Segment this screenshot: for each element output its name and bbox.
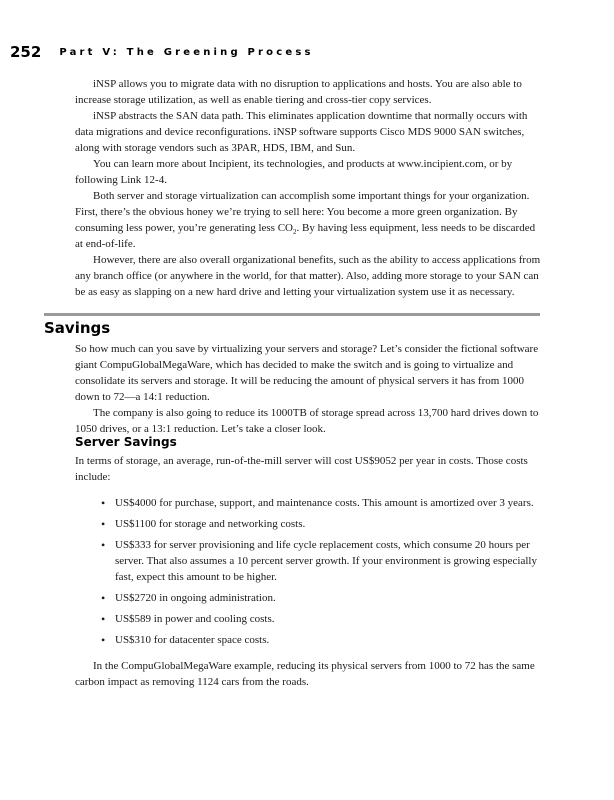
paragraph: However, there are also overall organizational benefits, such as the ability to access applications from any branch office (or anywhere in the world, for that matter). Also, adding more storage to your SAN can be as easy as slapping on a new hard drive and letting your virtualization system use it as necessary.	[75, 254, 541, 298]
list-item-text: US$333 for server provisioning and life cycle replacement costs, which consume 20 hours per server. That also assumes a 10 percent server growth. If your environment is growing especially fast, expect this amount to be higher.	[115, 539, 537, 583]
bullet-icon: •	[101, 496, 106, 510]
paragraph	[75, 188, 545, 252]
cost-list	[75, 495, 545, 648]
bullet-icon: •	[101, 591, 106, 605]
list-item-text: US$4000 for purchase, support, and maintenance costs. This amount is amortized over 3 years.	[115, 497, 534, 509]
section-heading-savings: Savings	[44, 319, 111, 337]
running-head: Part V: The Greening Process	[59, 47, 314, 58]
list-item-text: US$2720 in ongoing administration.	[115, 592, 276, 604]
list-item	[75, 495, 545, 511]
savings-text	[75, 341, 545, 437]
list-item	[75, 590, 545, 606]
page-number: 252	[10, 43, 42, 61]
page-header	[10, 43, 314, 59]
bullet-icon: •	[101, 633, 106, 647]
intro-text	[75, 76, 545, 300]
list-item	[75, 537, 545, 585]
list-item-text: US$310 for datacenter space costs.	[115, 634, 270, 646]
paragraph: iNSP abstracts the SAN data path. This eliminates application downtime that normally occurs with data migrations and device reconfigurations. iNSP software supports Cisco MDS 9000 SAN switches, along with storage vendors such as 3PAR, HDS, IBM, and Sun.	[75, 110, 528, 154]
subsection-heading-server-savings: Server Savings	[75, 435, 177, 449]
paragraph: In the CompuGlobalMegaWare example, reducing its physical servers from 1000 to 72 has the same carbon impact as removing 1124 cars from the roads.	[75, 660, 535, 688]
paragraph: So how much can you save by virtualizing your servers and storage? Let’s consider the fictional software giant CompuGlobalMegaWare, which has decided to make the switch and is going to virtualize and consolidate its servers and storage. It will be reducing the amount of physical servers it has from 1000 down to 72—a 14:1 reduction.	[75, 343, 539, 403]
list-item-text: US$1100 for storage and networking costs.	[115, 518, 306, 530]
list-item	[75, 632, 545, 648]
subscript: 2	[293, 228, 297, 237]
section-divider	[44, 313, 540, 316]
server-savings-text	[75, 453, 545, 690]
paragraph: You can learn more about Incipient, its technologies, and products at www.incipient.com, or by following Link 12-4.	[75, 158, 513, 186]
list-item-text: US$589 in power and cooling costs.	[115, 613, 275, 625]
list-item	[75, 611, 545, 627]
bullet-icon: •	[101, 517, 106, 531]
bullet-icon: •	[101, 612, 106, 626]
paragraph: The company is also going to reduce its 1000TB of storage spread across 13,700 hard drives down to 1050 drives, or a 13:1 reduction. Let’s take a closer look.	[75, 407, 539, 435]
list-item	[75, 516, 545, 532]
paragraph: iNSP allows you to migrate data with no disruption to applications and hosts. You are also able to increase storage utilization, as well as enable tiering and cross-tier copy services.	[75, 78, 522, 106]
paragraph: In terms of storage, an average, run-of-the-mill server will cost US$9052 per year in costs. Those costs include:	[75, 455, 528, 483]
paragraph-text: . By having less equipment, less needs to be discarded at end-of-life.	[75, 222, 536, 250]
paragraph-text: Both server and storage virtualization can accomplish some important things for your organization. First, there’s the obvious honey we’re trying to sell here: You become a more green organization. By consuming less power, you’re generating less CO	[75, 190, 530, 234]
bullet-icon: •	[101, 538, 106, 552]
